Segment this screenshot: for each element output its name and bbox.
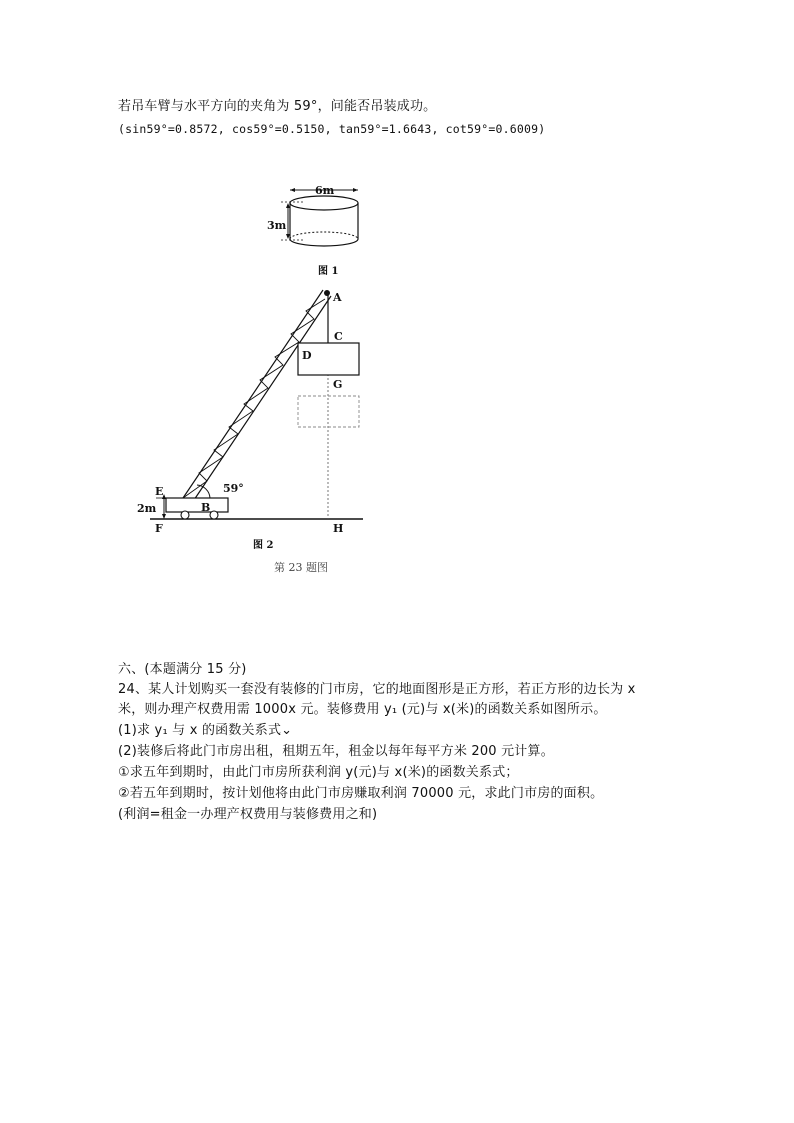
- label-G: G: [333, 378, 343, 391]
- question-24-part-2: (2)装修后将此门市房出租，租期五年，租金以每年每平方米 200 元计算。: [118, 744, 554, 759]
- truck-body: [166, 498, 228, 512]
- question-23-text: 若吊车臂与水平方向的夹角为 59°，问能否吊装成功。: [118, 99, 437, 114]
- crane-boom: [183, 290, 331, 500]
- figure-1-width-label: 6m: [315, 184, 335, 197]
- target-position-box: [298, 396, 359, 427]
- question-24-note: (利润=租金一办理产权费用与装修费用之和): [118, 807, 378, 822]
- wheel: [210, 511, 218, 519]
- label-B: B: [201, 501, 211, 514]
- label-A: A: [333, 291, 342, 304]
- label-E: E: [155, 485, 164, 498]
- figure-2-caption: 图 2: [253, 540, 274, 551]
- cylinder-top: [290, 196, 358, 210]
- label-C: C: [334, 330, 343, 343]
- figure-1-caption: 图 1: [318, 266, 339, 277]
- question-24-part-1: (1)求 y₁ 与 x 的函数关系式⌄: [118, 723, 293, 738]
- dimension-label-2m: 2m: [137, 502, 157, 515]
- angle-label: 59°: [223, 482, 244, 495]
- label-H: H: [333, 522, 344, 535]
- arrow-head: [290, 188, 295, 192]
- question-24-line-2: 米，则办理产权费用需 1000x 元。装修费用 y₁ (元)与 x(米)的函数关系如图所示。: [118, 702, 607, 717]
- trig-values: (sin59°=0.8572, cos59°=0.5150, tan59°=1.6643, cot59°=0.6009): [118, 122, 546, 136]
- cylinder-bottom-back: [290, 232, 358, 239]
- cylinder-bottom-front: [290, 239, 358, 246]
- figure-1-height-label: 3m: [267, 219, 287, 232]
- figure-2-crane: [137, 290, 363, 551]
- figure-23: [128, 178, 378, 583]
- wheel: [181, 511, 189, 519]
- figure-caption: 第 23 题图: [274, 561, 328, 574]
- question-24-part-2-sub-2: ②若五年到期时，按计划他将由此门市房赚取利润 70000 元，求此门市房的面积。: [118, 786, 604, 801]
- arrow-head: [353, 188, 358, 192]
- question-24-part-2-sub-1: ①求五年到期时，由此门市房所获利润 y(元)与 x(米)的函数关系式；: [118, 765, 519, 780]
- question-24-line-1: 24、某人计划购买一套没有装修的门市房，它的地面图形是正方形，若正方形的边长为 x: [118, 682, 636, 697]
- label-F: F: [155, 522, 163, 535]
- section-header: 六、(本题满分 15 分): [118, 662, 247, 677]
- figure-1-cylinder: [267, 184, 358, 277]
- label-D: D: [302, 349, 312, 362]
